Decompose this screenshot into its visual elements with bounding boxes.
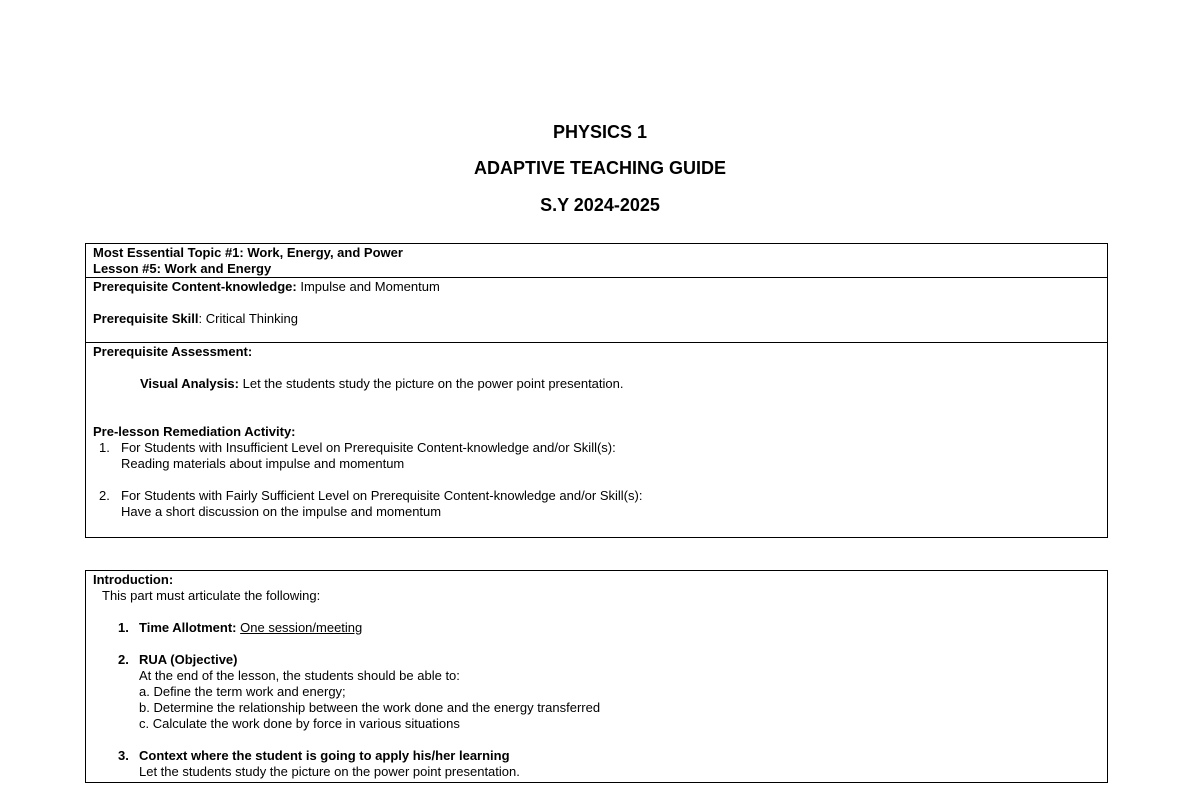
introduction-row [86,571,1107,782]
school-year: S.Y 2024-2025 [540,195,660,215]
prerequisite-content-value: Impulse and Momentum [300,279,440,294]
remediation-item-condition: For Students with Fairly Sufficient Level on Prerequisite Content-knowledge and/or Skill(s): [121,488,643,503]
document-title: PHYSICS 1 [552,122,648,142]
prerequisite-content [93,279,1100,295]
prerequisite-skill-label: Prerequisite Skill [93,311,199,326]
time-allotment-value: One session/meeting [240,620,363,635]
topic-row [86,244,1107,278]
remediation-item [93,488,1100,520]
objective-number: 2. [118,652,129,667]
lesson-line: Lesson #5: Work and Energy [93,261,272,276]
objective-label: RUA (Objective) [139,652,238,667]
introduction-subtext: This part must articulate the following: [102,588,321,603]
context-number: 3. [118,748,129,763]
remediation-item-condition: For Students with Insufficient Level on Prerequisite Content-knowledge and/or Skill(s): [121,440,616,455]
visual-analysis-label: Visual Analysis: [140,376,239,391]
objective-line: c. Calculate the work done by force in various situations [139,716,460,731]
assessment-heading: Prerequisite Assessment: [93,344,253,359]
introduction-table [85,570,1108,783]
time-allotment-label: Time Allotment: [139,620,237,635]
prerequisite-content-label: Prerequisite Content-knowledge: [93,279,297,294]
time-allotment-item [93,620,1100,636]
objective-intro: At the end of the lesson, the students should be able to: [139,668,460,683]
visual-analysis-text: Let the students study the picture on the power point presentation. [242,376,624,391]
remediation-item-number: 1. [99,440,110,455]
time-allotment-number: 1. [118,620,129,635]
objectives-list [93,684,1100,732]
remediation-item-activity: Have a short discussion on the impulse and momentum [121,504,442,519]
lesson-info-table [85,243,1108,538]
objective-line: a. Define the term work and energy; [139,684,346,699]
remediation-item-activity: Reading materials about impulse and momentum [121,456,405,471]
context-label: Context where the student is going to apply his/her learning [139,748,510,763]
remediation-heading: Pre-lesson Remediation Activity: [93,424,296,439]
objective-item [93,652,1100,684]
remediation-item [93,440,1100,472]
prerequisite-row [86,278,1107,343]
remediation-item-number: 2. [99,488,110,503]
prerequisite-skill [93,311,1100,327]
objective-line: b. Determine the relationship between the work done and the energy transferred [139,700,601,715]
visual-analysis [93,376,1100,392]
document-subtitle: ADAPTIVE TEACHING GUIDE [473,158,727,178]
context-text: Let the students study the picture on the power point presentation. [139,764,520,779]
topic-line: Most Essential Topic #1: Work, Energy, and Power [93,245,403,260]
context-item [93,748,1100,780]
introduction-heading: Introduction: [93,572,174,587]
assessment-row [86,343,1107,539]
prerequisite-skill-value: : Critical Thinking [198,311,298,326]
